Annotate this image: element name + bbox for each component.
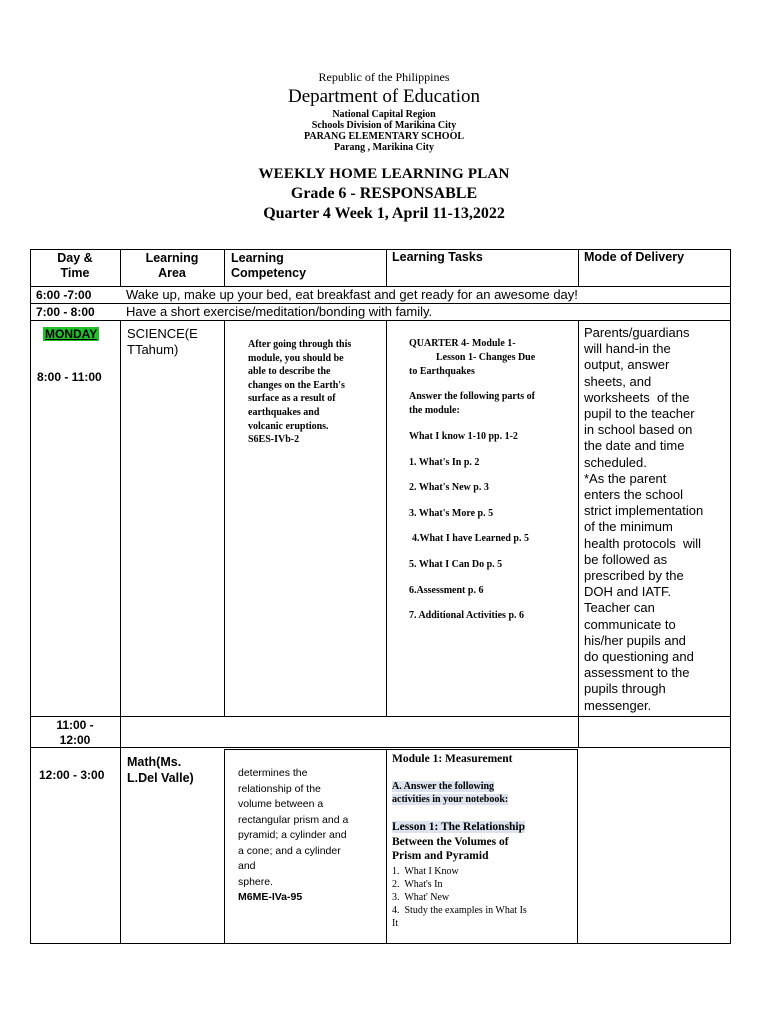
table-border-bottom: [30, 943, 731, 944]
competency-line: surface as a result of: [248, 393, 336, 405]
competency-line: relationship of the: [238, 782, 321, 795]
delivery-line: his/her pupils and: [584, 632, 686, 648]
division-line: Schools Division of Marikina City: [311, 120, 457, 131]
math-competency: [238, 766, 383, 906]
task-line: 4.What I have Learned p. 5: [412, 533, 529, 544]
time-12-3: 12:00 - 3:00: [39, 768, 105, 782]
task-line: 7. Additional Activities p. 6: [409, 610, 525, 621]
competency-line: determines the: [238, 767, 308, 779]
header-learning-competency: [231, 251, 381, 281]
plan-titles: [0, 165, 768, 224]
mode-of-delivery-text: [584, 325, 729, 714]
competency-line: M6ME-IVa-95: [238, 891, 303, 903]
list-item: 1. What I Know: [392, 865, 459, 877]
quarter-week: Quarter 4 Week 1, April 11-13,2022: [263, 205, 505, 222]
table-border-left: [30, 249, 31, 944]
delivery-line: in school based on: [584, 422, 693, 438]
exercise-text: Have a short exercise/meditation/bonding with family.: [126, 304, 433, 319]
header-day-time-line2: Time: [60, 266, 90, 280]
header-learning-area-line2: Area: [158, 266, 186, 280]
delivery-line: sheets, and: [584, 373, 652, 389]
header-day-time-line1: Day &: [57, 251, 93, 265]
department-name: Department of Education: [287, 86, 481, 107]
list-item: It: [392, 917, 399, 929]
competency-line: module, you should be: [248, 352, 344, 364]
competency-line: changes on the Earth's: [248, 379, 345, 391]
table-rule: [30, 716, 731, 717]
break-time-line2: 12:00: [59, 733, 91, 747]
task-line: 2. What's New p. 3: [409, 482, 489, 493]
competency-line: sphere.: [238, 875, 274, 888]
delivery-line: Parents/guardians: [584, 325, 690, 340]
delivery-line: assessment to the: [584, 665, 690, 681]
time-8-11: 8:00 - 11:00: [37, 370, 102, 384]
instruction-line2: activities in your notebook:: [392, 794, 509, 805]
table-rule: [224, 749, 578, 750]
time-6-7: 6:00 -7:00: [36, 288, 92, 302]
header-day-time: [30, 251, 120, 281]
table-col-divider: [120, 320, 121, 944]
monday-label: [43, 325, 99, 343]
delivery-line: do questioning and: [584, 649, 694, 665]
break-time-line1: 11:00 -: [56, 718, 94, 732]
delivery-line: Teacher can: [584, 600, 655, 616]
module-title: Module 1: Measurement: [392, 753, 513, 765]
task-line: Lesson 1- Changes Due: [436, 352, 536, 363]
delivery-line: will hand-in the: [584, 341, 671, 357]
competency-line: volcanic eruptions.: [248, 420, 329, 432]
delivery-line: pupil to the teacher: [584, 406, 695, 422]
lesson-activity-list: [392, 865, 576, 930]
task-line: 3. What's More p. 5: [409, 508, 494, 519]
competency-line: earthquakes and: [248, 406, 320, 418]
competency-line: pyramid; a cylinder and: [238, 829, 347, 841]
republic-line: Republic of the Philippines: [318, 70, 450, 84]
math-area-line1: Math(Ms.: [127, 755, 182, 769]
task-line: 6.Assessment p. 6: [409, 585, 484, 596]
list-item: 3. What' New: [392, 891, 450, 903]
lesson-title: [392, 820, 576, 864]
table-col-divider: [224, 249, 225, 287]
instruction-line1: A. Answer the following: [392, 781, 495, 792]
region-line: National Capital Region: [332, 109, 436, 120]
science-learning-area: [127, 326, 198, 358]
time-11-12: [30, 718, 120, 748]
competency-line: volume between a: [238, 798, 324, 810]
lesson-line3: Prism and Pyramid: [392, 850, 489, 862]
math-instruction: [392, 780, 576, 806]
school-address: Parang , Marikina City: [334, 142, 434, 153]
task-line: 1. What's In p. 2: [409, 457, 480, 468]
table-col-divider: [577, 749, 578, 944]
letterhead: [0, 70, 768, 153]
lesson-line2: Between the Volumes of: [392, 835, 509, 848]
table-col-divider: [224, 320, 225, 716]
table-col-divider: [578, 249, 579, 287]
list-item: 2. What's In: [392, 878, 443, 890]
monday-highlight: MONDAY: [45, 327, 98, 341]
school-name: PARANG ELEMENTARY SCHOOL: [303, 131, 465, 142]
competency-line: After going through this: [248, 339, 352, 350]
table-col-divider: [578, 320, 579, 748]
header-competency-line2: Competency: [231, 266, 307, 280]
task-line: What I know 1-10 pp. 1-2: [409, 431, 518, 442]
table-border-right: [730, 249, 731, 944]
delivery-line: worksheets of the: [584, 389, 690, 405]
grade-section: Grade 6 - RESPONSABLE: [290, 185, 478, 202]
header-learning-area: [120, 251, 224, 281]
table-rule: [30, 747, 731, 748]
delivery-line: health protocols will: [584, 535, 702, 551]
math-learning-tasks: [392, 753, 576, 930]
delivery-line: prescribed by the: [584, 568, 684, 584]
competency-line: a cone; and a cylinder: [238, 844, 341, 857]
science-area-line2: TTahum): [127, 342, 179, 357]
header-learning-area-line1: Learning: [145, 251, 199, 265]
table-col-divider: [386, 749, 387, 944]
delivery-line: of the minimum: [584, 519, 673, 535]
math-area-line2: L.Del Valle): [127, 771, 194, 785]
delivery-line: messenger.: [584, 697, 652, 713]
header-competency-line1: Learning: [231, 251, 284, 265]
delivery-line: pupils through: [584, 681, 666, 697]
plan-title: WEEKLY HOME LEARNING PLAN: [258, 166, 510, 182]
math-learning-area: [127, 754, 194, 786]
science-area-line1: SCIENCE(E: [127, 326, 198, 341]
delivery-line: *As the parent: [584, 470, 667, 486]
header-learning-tasks: Learning Tasks: [392, 250, 483, 264]
header-mode-of-delivery: Mode of Delivery: [584, 250, 685, 264]
list-item: 4. Study the examples in What Is: [392, 904, 527, 916]
task-line: Answer the following parts of: [409, 391, 535, 402]
lesson-line1: Lesson 1: The Relationship: [392, 821, 526, 833]
task-line: to Earthquakes: [409, 366, 475, 377]
delivery-line: enters the school: [584, 487, 684, 503]
table-col-divider: [224, 749, 225, 944]
delivery-line: strict implementation: [584, 503, 704, 519]
delivery-line: scheduled.: [584, 454, 647, 470]
science-competency: [248, 338, 384, 447]
table-col-divider: [386, 320, 387, 716]
competency-line: and: [238, 860, 256, 872]
task-line: the module:: [409, 405, 460, 416]
time-7-8: 7:00 - 8:00: [36, 305, 95, 319]
delivery-line: communicate to: [584, 616, 676, 632]
task-line: 5. What I Can Do p. 5: [409, 559, 503, 570]
table-rule: [30, 320, 731, 321]
morning-routine-text: Wake up, make up your bed, eat breakfast and get ready for an awesome day!: [126, 287, 578, 302]
task-line: QUARTER 4- Module 1-: [409, 338, 516, 349]
delivery-line: DOH and IATF.: [584, 584, 672, 600]
competency-line: rectangular prism and a: [238, 813, 349, 826]
delivery-line: the date and time: [584, 438, 685, 454]
delivery-line: output, answer: [584, 357, 670, 373]
competency-line: S6ES-IVb-2: [248, 434, 300, 446]
delivery-line: be followed as: [584, 551, 668, 567]
table-col-divider: [386, 249, 387, 287]
competency-line: able to describe the: [248, 366, 331, 378]
